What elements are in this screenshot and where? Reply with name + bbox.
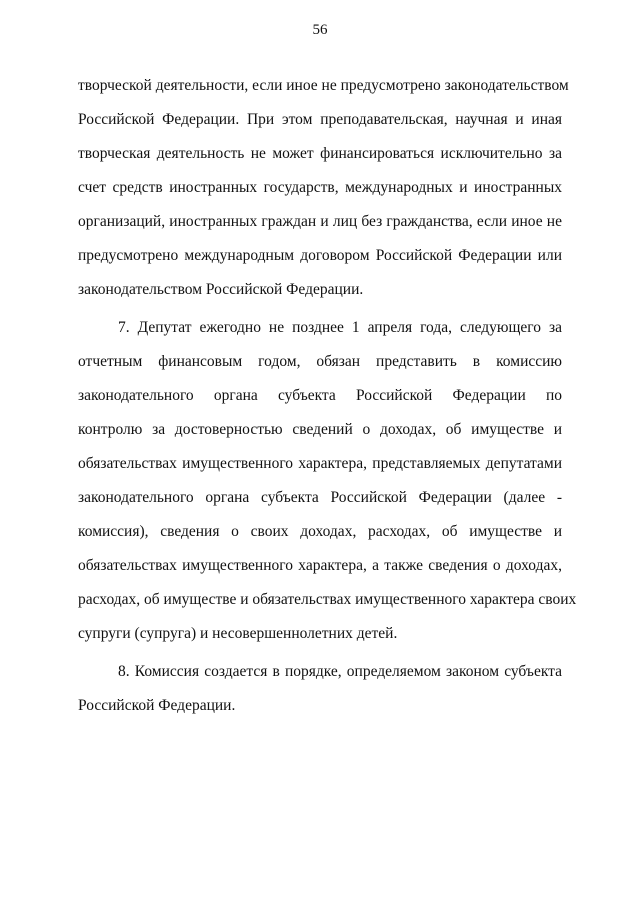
text-line: расходах, об имуществе и обязательствах имущественного характера своих [78,591,577,608]
text-line: творческой деятельности, если иное не предусмотрено законодательством [78,77,569,94]
text-line: контролю за достоверностью сведений о доходах, об имуществе и [78,421,562,438]
text-line: 8. Комиссия создается в порядке, определяемом законом субъекта [118,663,562,680]
text-line: организаций, иностранных граждан и лиц без гражданства, если иное не [78,213,562,230]
text-line: счет средств иностранных государств, международных и иностранных [78,179,562,196]
text-line: законодательного органа субъекта Российской Федерации по [78,387,562,404]
page-number: 56 [312,22,328,38]
text-line: комиссия), сведения о своих доходах, расходах, об имуществе и [78,523,562,540]
text-line: предусмотрено международным договором Российской Федерации или [78,247,562,264]
text-line: законодательством Российской Федерации. [78,281,364,298]
text-line: обязательствах имущественного характера, а также сведения о доходах, [78,557,562,574]
text-line: 7. Депутат ежегодно не позднее 1 апреля года, следующего за [118,319,562,336]
text-line: Российской Федерации. При этом преподавательская, научная и иная [78,111,562,128]
text-line: Российской Федерации. [78,697,236,714]
text-line: творческая деятельность не может финансироваться исключительно за [78,145,562,162]
text-line: супруги (супруга) и несовершеннолетних детей. [78,625,398,642]
text-line: законодательного органа субъекта Российской Федерации (далее - [78,489,562,506]
text-line: обязательствах имущественного характера, представляемых депутатами [78,455,562,472]
text-line: отчетным финансовым годом, обязан представить в комиссию [78,353,562,370]
